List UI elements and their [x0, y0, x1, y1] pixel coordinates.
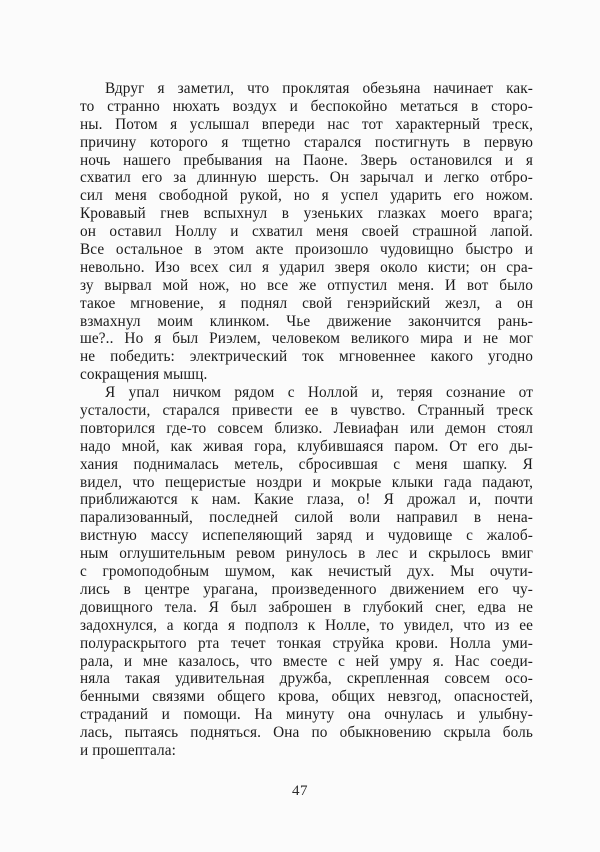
text-line: ным оглушительным ревом ринулось в лес и скрылось вмиг: [80, 545, 533, 563]
text-line: причину которого я тщетно старался постигнуть в первую: [80, 133, 533, 151]
paragraph: [80, 384, 533, 760]
text-line: няла такая удивительная дружба, скрепленная совсем осо-: [80, 670, 533, 688]
text-line: не победить: электрический ток мгновеннее какого угодно: [80, 348, 533, 366]
text-line: довищного тела. Я был заброшен в глубокий снег, едва не: [80, 598, 533, 616]
text-line: то странно нюхать воздух и беспокойно метаться в сторо-: [80, 97, 533, 115]
text-line: с громоподобным шумом, как нечистый дух. Мы очути-: [80, 563, 533, 581]
text-line: сил меня свободной рукой, но я успел ударить его ножом.: [80, 187, 533, 205]
text-line: ше?.. Но я был Риэлем, человеком великого мира и не мог: [80, 330, 533, 348]
text-line: схватил его за длинную шерсть. Он зарычал и легко отбро-: [80, 169, 533, 187]
text-line: Кровавый гнев вспыхнул в узеньких глазках моего врага;: [80, 205, 533, 223]
text-line: повторился где-то совсем близко. Левиафан или демон стоял: [80, 419, 533, 437]
text-line: ночь нашего пребывания на Паоне. Зверь остановился и я: [80, 151, 533, 169]
text-block: [80, 80, 533, 760]
text-line: видел, что пещеристые ноздри и мокрые клыки гада падают,: [80, 473, 533, 491]
text-line: надо мной, как живая гора, клубившаяся паром. От его ды-: [80, 437, 533, 455]
text-line: усталости, старался привести ее в чувство. Странный треск: [80, 402, 533, 420]
text-line: лись в центре урагана, произведенного движением его чу-: [80, 580, 533, 598]
text-line: Все остальное в этом акте произошло чудовищно быстро и: [80, 241, 533, 259]
text-line: ны. Потом я услышал впереди нас тот характерный треск,: [80, 115, 533, 133]
text-line: приближаются к нам. Какие глаза, о! Я дрожал и, почти: [80, 491, 533, 509]
text-line: и прошептала:: [80, 741, 177, 759]
text-line: невольно. Изо всех сил я ударил зверя около кисти; он сра-: [80, 258, 533, 276]
text-line: вистную массу испепеляющий заряд и чудовище с жалоб-: [80, 527, 533, 545]
text-line: хания поднималась метель, сбросившая с меня шапку. Я: [80, 455, 533, 473]
text-line: взмахнул моим клинком. Чье движение закончится рань-: [80, 312, 533, 330]
text-line: рала, и мне казалось, что вместе с ней умру я. Нас соеди-: [80, 652, 533, 670]
text-line: задохнулся, а когда я подполз к Нолле, то увидел, что из ее: [80, 616, 533, 634]
text-line: сокращения мышц.: [80, 366, 208, 384]
text-line: Вдруг я заметил, что проклятая обезьяна начинает как-: [105, 80, 533, 97]
text-line: парализованный, последней силой воли направил в нена-: [80, 509, 533, 527]
text-line: он оставил Ноллу и схватил меня своей страшной лапой.: [80, 223, 533, 241]
text-line: страданий и помощи. На минуту она очнулась и улыбну-: [80, 706, 533, 724]
text-line: полураскрытого рта течет тонкая струйка крови. Нолла уми-: [80, 634, 533, 652]
text-line: зу вырвал мой нож, но все же отпустил меня. И вот было: [80, 276, 533, 294]
text-line: Я упал ничком рядом с Ноллой и, теряя сознание от: [105, 384, 533, 402]
text-line: лась, пытаясь подняться. Она по обыкновению скрыла боль: [80, 724, 533, 742]
text-line: бенными связями общего крова, общих невзгод, опасностей,: [80, 688, 533, 706]
page-number: 47: [292, 783, 308, 799]
paragraph: [80, 80, 533, 384]
text-line: такое мгновение, я поднял свой генэрийский жезл, а он: [80, 294, 533, 312]
